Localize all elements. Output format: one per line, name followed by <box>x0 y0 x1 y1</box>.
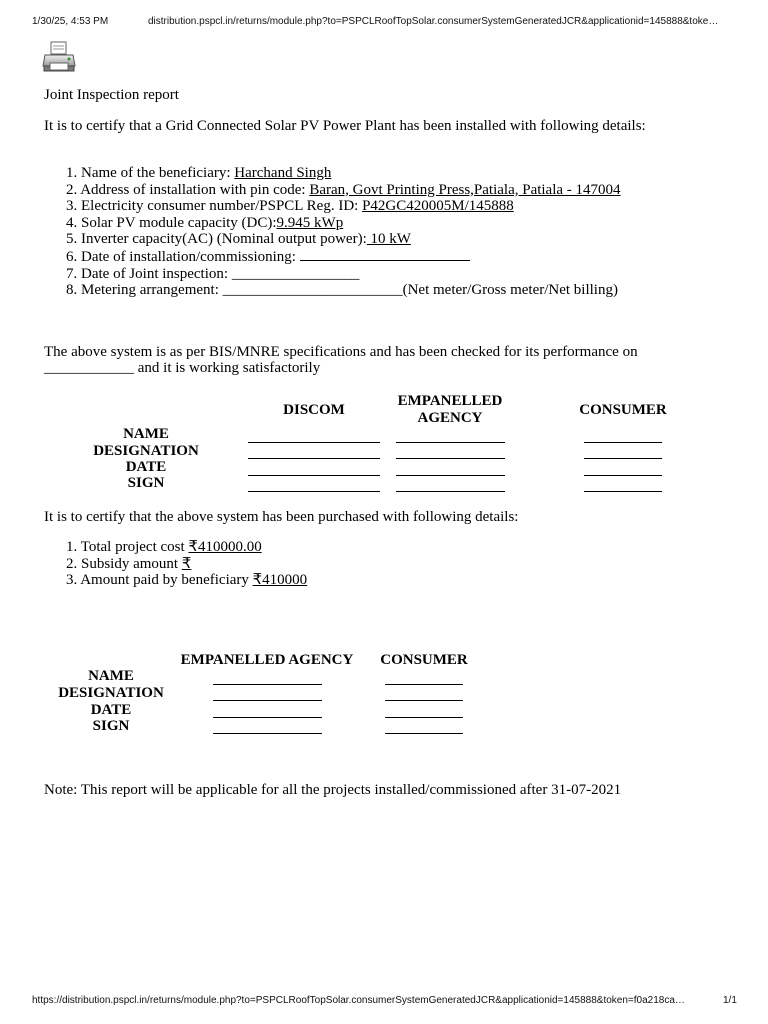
inspection-date-blank: _________________ <box>231 265 360 282</box>
blank-line <box>396 491 505 492</box>
row-label-date: DATE <box>125 459 167 475</box>
header-consumer: CONSUMER <box>380 652 468 668</box>
blank-line <box>248 442 380 443</box>
performance-statement-line2: ____________ and it is working satisfactorily <box>44 360 321 376</box>
blank-line <box>248 491 380 492</box>
row-label-name: NAME <box>123 426 169 442</box>
detail-item: 4. Solar PV module capacity (DC):9.945 kWp <box>66 214 344 231</box>
subsidy-value: ₹ <box>181 555 192 572</box>
beneficiary-name-value: Harchand Singh <box>234 165 332 181</box>
detail-item: 5. Inverter capacity(AC) (Nominal output power): 10 kW <box>66 231 411 248</box>
blank-line <box>213 700 322 701</box>
blank-line <box>385 700 463 701</box>
print-footer-url: https://distribution.pspcl.in/returns/module.php?to=PSPCLRoofTopSolar.consumerSystemGeneratedJCR&applicationid=145888&token=f0a218ca… <box>32 995 685 1006</box>
blank-line <box>584 442 662 443</box>
report-intro: It is to certify that a Grid Connected Solar PV Power Plant has been installed with following details: <box>44 118 646 134</box>
applicability-note: Note: This report will be applicable for all the projects installed/commissioned after 31-07-2021 <box>44 782 622 798</box>
header-agency: AGENCY <box>417 410 483 426</box>
blank-line <box>385 733 463 734</box>
header-discom: DISCOM <box>283 402 345 418</box>
detail-item: 8. Metering arrangement: ________________________(Net meter/Gross meter/Net billing) <box>66 282 618 299</box>
installation-address-value: Baran, Govt Printing Press,Patiala, Patiala - 147004 <box>309 181 621 198</box>
print-datetime: 1/30/25, 4:53 PM <box>32 16 109 27</box>
print-header-url: distribution.pspcl.in/returns/module.php?to=PSPCLRoofTopSolar.consumerSystemGeneratedJCR&applicationid=145888&toke… <box>148 16 719 27</box>
purchase-item: 2. Subsidy amount ₹ <box>66 555 192 572</box>
blank-line <box>385 684 463 685</box>
metering-blank: ________________________ <box>222 282 403 299</box>
page-number: 1/1 <box>723 995 737 1006</box>
blank-line <box>248 475 380 476</box>
printer-icon[interactable] <box>42 40 76 74</box>
detail-item: 2. Address of installation with pin code: Baran, Govt Printing Press,Patiala, Patiala - 147004 <box>66 181 621 198</box>
blank-line <box>396 442 505 443</box>
performance-statement-line1: The above system is as per BIS/MNRE specifications and has been checked for its performance on <box>44 344 638 360</box>
purchase-intro: It is to certify that the above system has been purchased with following details: <box>44 509 519 525</box>
detail-item: 7. Date of Joint inspection: _________________ <box>66 265 360 282</box>
header-empanelled: EMPANELLED <box>397 393 503 409</box>
commissioning-date-blank <box>300 248 470 261</box>
installation-details-list <box>66 165 621 299</box>
total-cost-value: ₹410000.00 <box>188 539 262 555</box>
module-capacity-value: 9.945 kWp <box>276 214 344 231</box>
detail-item: 6. Date of installation/commissioning: <box>66 248 621 266</box>
blank-line <box>584 458 662 459</box>
blank-line <box>213 684 322 685</box>
report-title: Joint Inspection report <box>44 87 179 103</box>
row-label-sign: SIGN <box>92 718 130 734</box>
purchase-item: 1. Total project cost ₹410000.00 <box>66 539 262 555</box>
detail-item: 1. Name of the beneficiary: Harchand Singh <box>66 165 332 181</box>
row-label-sign: SIGN <box>127 475 165 491</box>
row-label-designation: DESIGNATION <box>93 443 199 459</box>
inverter-capacity-value: 10 kW <box>366 231 411 248</box>
blank-line <box>584 491 662 492</box>
detail-item: 3. Electricity consumer number/PSPCL Reg. ID: P42GC420005M/145888 <box>66 198 514 215</box>
blank-line <box>213 733 322 734</box>
blank-line <box>248 458 380 459</box>
purchase-details-list <box>66 539 307 589</box>
blank-line <box>396 475 505 476</box>
blank-line <box>213 717 322 718</box>
amount-paid-value: ₹410000 <box>252 572 308 589</box>
header-empanelled-agency: EMPANELLED AGENCY <box>180 652 354 668</box>
row-label-name: NAME <box>88 668 134 684</box>
blank-line <box>385 717 463 718</box>
blank-line <box>584 475 662 476</box>
blank-line <box>396 458 505 459</box>
row-label-designation: DESIGNATION <box>58 685 164 701</box>
consumer-number-value: P42GC420005M/145888 <box>362 198 514 215</box>
header-consumer: CONSUMER <box>579 402 667 418</box>
row-label-date: DATE <box>90 702 132 718</box>
purchase-item: 3. Amount paid by beneficiary ₹410000 <box>66 572 308 589</box>
